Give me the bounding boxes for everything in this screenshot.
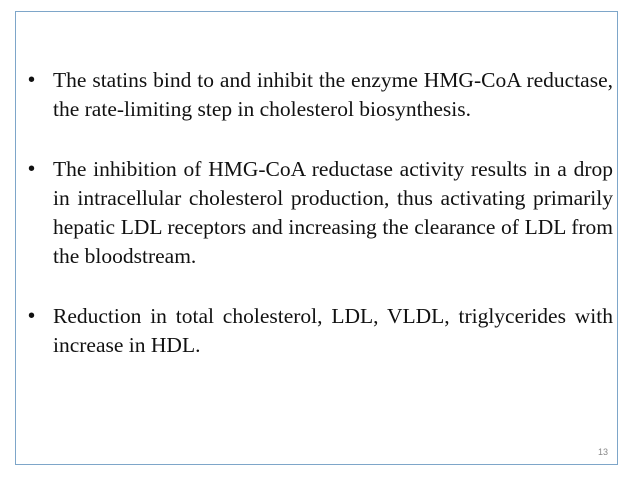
bullet-text: Reduction in total cholesterol, LDL, VLDL, triglycerides with increase in HDL. — [53, 304, 613, 357]
bullet-icon: • — [28, 69, 36, 91]
bullet-icon: • — [28, 158, 36, 180]
bullet-item-statins — [27, 66, 613, 124]
bullet-item-reduction — [27, 302, 613, 360]
bullet-list — [27, 66, 613, 360]
bullet-item-inhibition — [27, 155, 613, 271]
bullet-text: The statins bind to and inhibit the enzyme HMG-CoA reductase, the rate-limiting step in cholesterol biosynthesis. — [53, 68, 613, 121]
bullet-text: The inhibition of HMG-CoA reductase activity results in a drop in intracellular cholesterol production, thus activating primarily hepatic LDL receptors and increasing the clearance of LDL from the bloodstream. — [53, 157, 613, 268]
page-number: 13 — [597, 447, 608, 457]
bullet-icon: • — [28, 305, 36, 327]
